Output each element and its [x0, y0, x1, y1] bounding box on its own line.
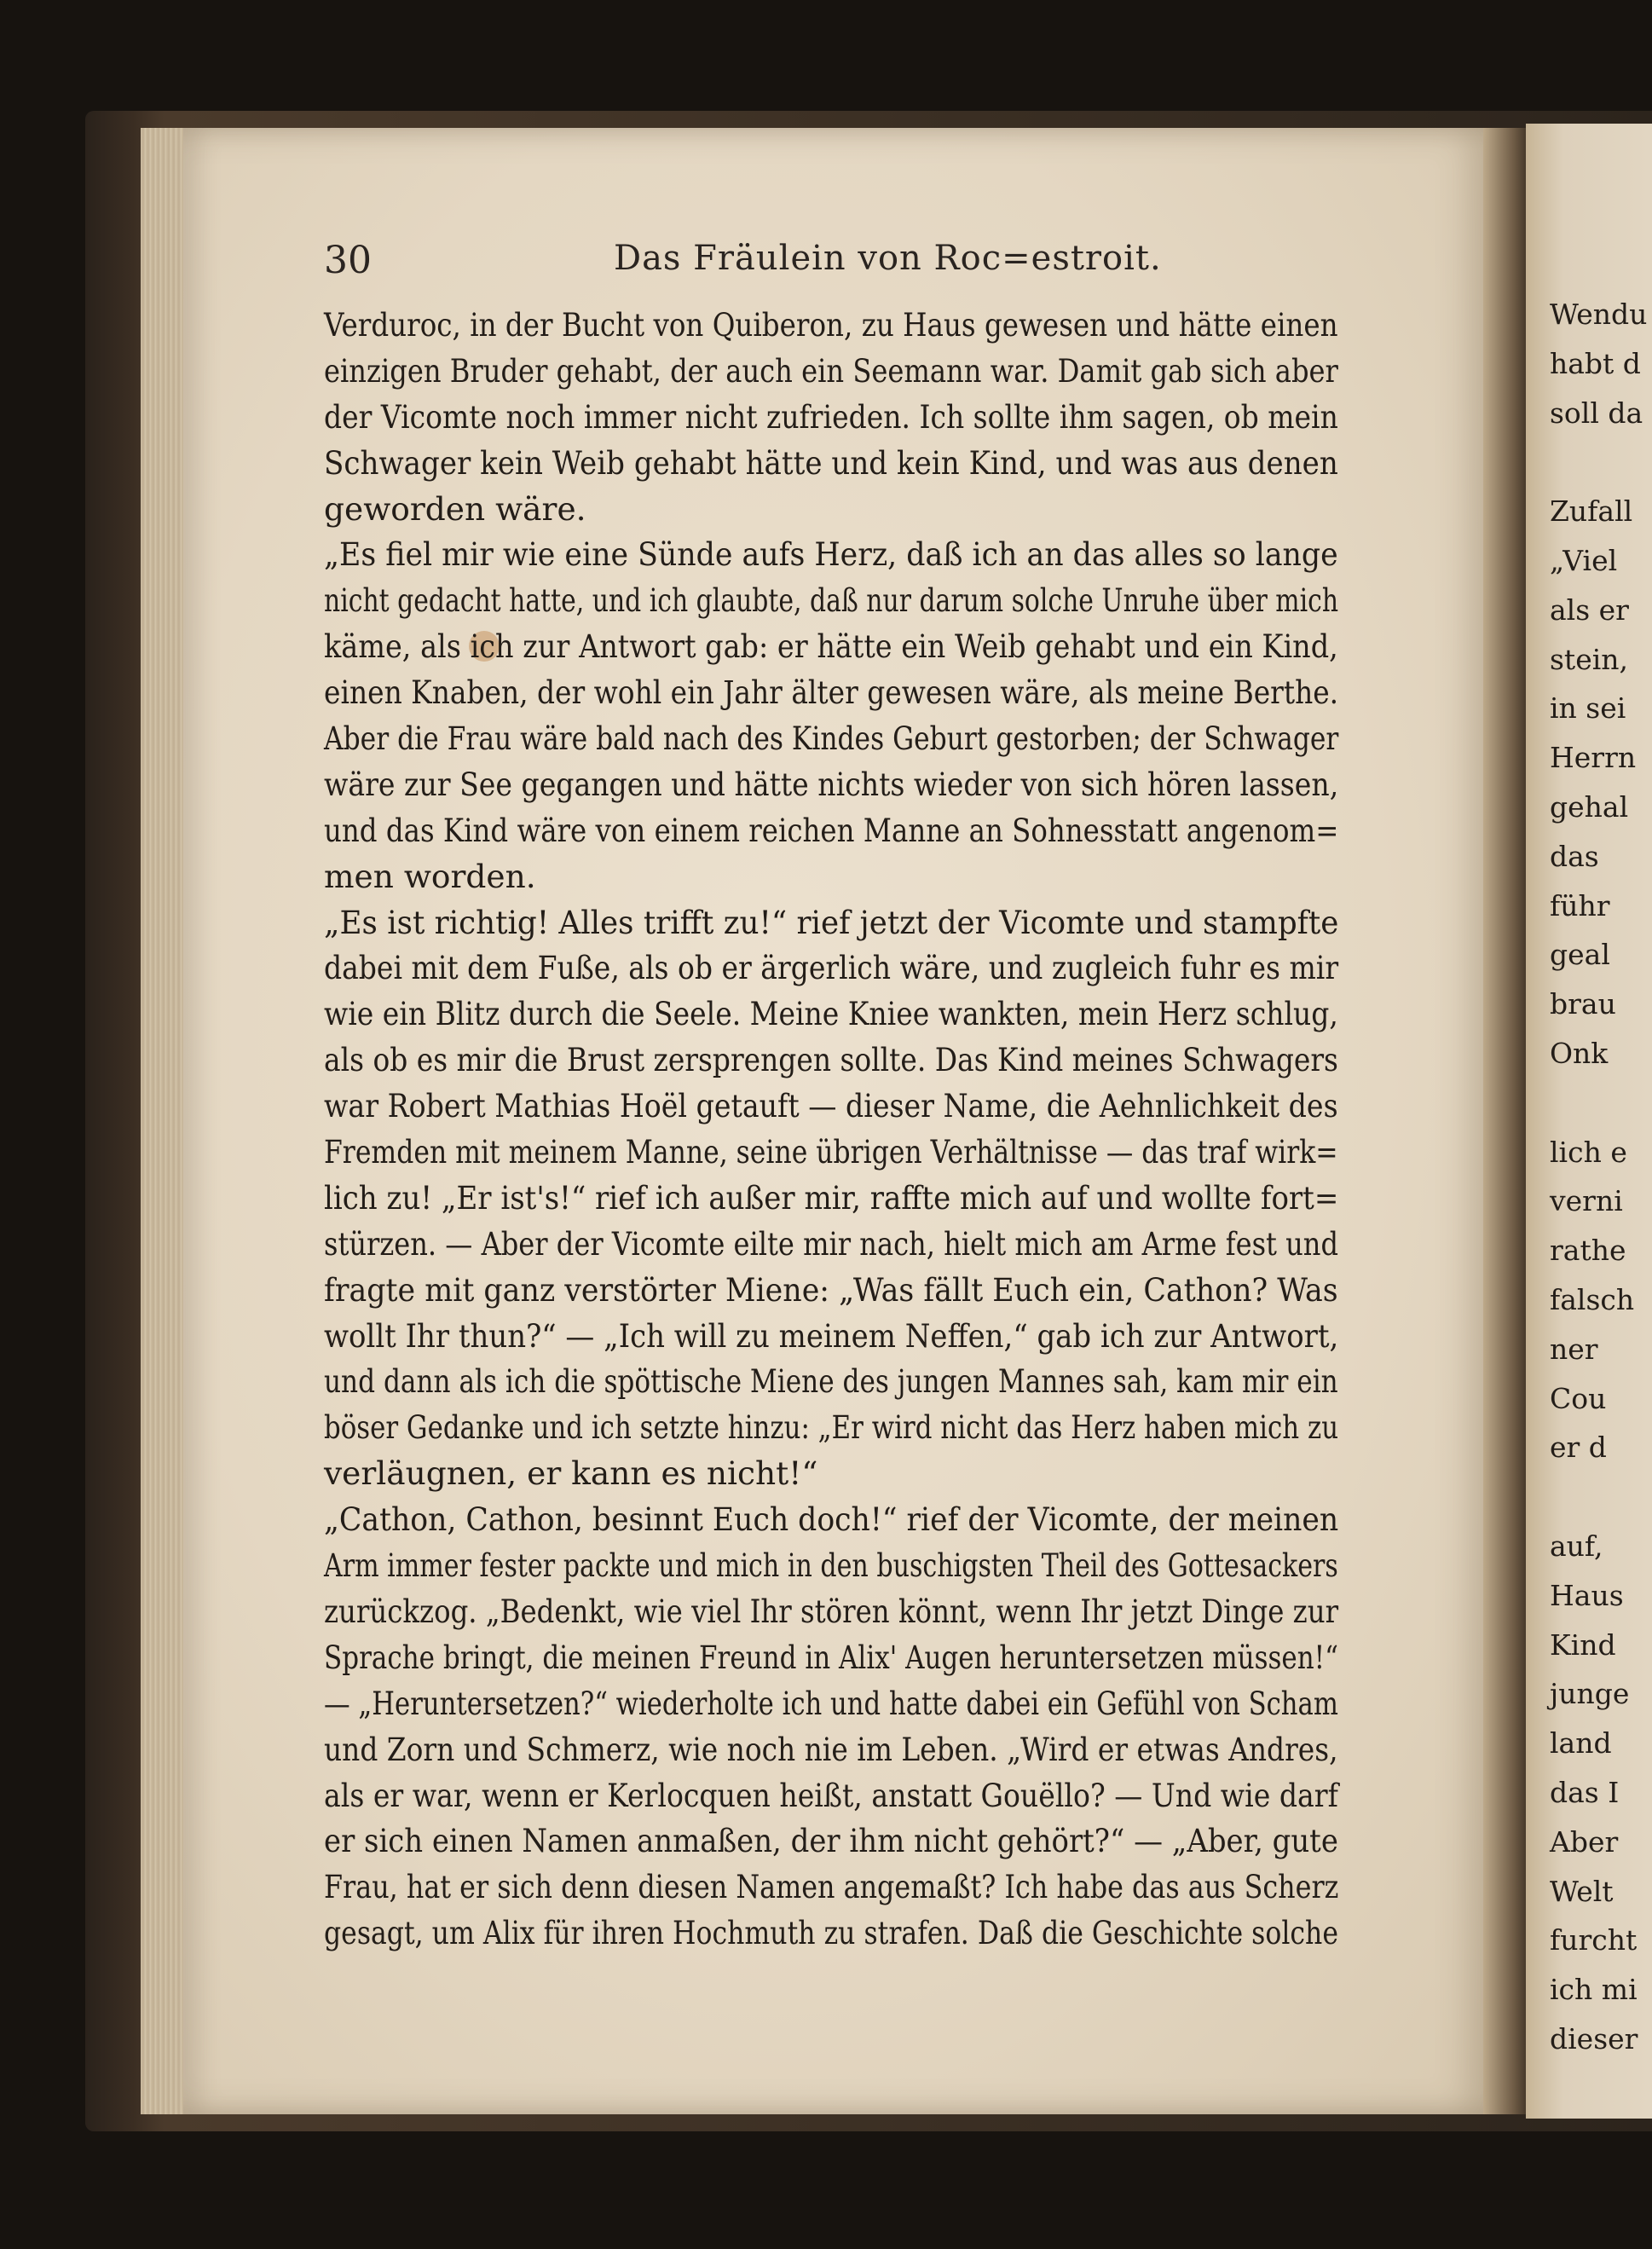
text-line: einzigen Bruder gehabt, der auch ein Seemann war. Damit gab sich aber — [324, 351, 1338, 390]
text-line: fragte mit ganz verstörter Miene: „Was fällt Euch ein, Cathon? Was — [324, 1270, 1338, 1309]
text-line: „Es ist richtig! Alles trifft zu!“ rief jetzt der Vicomte und stampfte — [324, 903, 1339, 941]
text-line-fragment: „Viel — [1550, 543, 1618, 577]
right-page-text — [1550, 290, 1652, 2064]
text-line-fragment: Cou — [1550, 1381, 1607, 1415]
text-line-fragment: geal — [1550, 938, 1610, 972]
text-line: verläugnen, er kann es nicht!“ — [324, 1454, 818, 1493]
text-line-fragment: junge — [1550, 1677, 1630, 1711]
text-line: Verduroc, in der Bucht von Quiberon, zu Haus gewesen und hätte einen — [324, 306, 1338, 344]
text-line-fragment: Aber — [1550, 1824, 1619, 1859]
text-line: böser Gedanke und ich setzte hinzu: „Er wird nicht das Herz haben mich zu — [324, 1408, 1339, 1447]
text-line: als ob es mir die Brust zersprengen sollte. Das Kind meines Schwagers — [324, 1041, 1338, 1079]
text-line-fragment: rathe — [1550, 1234, 1626, 1268]
text-line: „Cathon, Cathon, besinnt Euch doch!“ rief der Vicomte, der meinen — [324, 1500, 1339, 1539]
text-line-fragment: soll da — [1550, 396, 1643, 430]
text-line: als er war, wenn er Kerlocquen heißt, anstatt Gouëllo? — Und wie darf — [324, 1776, 1338, 1814]
text-line: und dann als ich die spöttische Miene des jungen Mannes sah, kam mir ein — [324, 1362, 1338, 1401]
text-line-fragment: das — [1550, 839, 1599, 873]
text-line-fragment: ich mi — [1550, 1973, 1638, 2007]
text-line-fragment: falsch — [1550, 1282, 1635, 1316]
text-line: Aber die Frau wäre bald nach des Kindes Geburt gestorben; der Schwager — [324, 720, 1339, 758]
text-line: Sprache bringt, die meinen Freund in Alix' Augen heruntersetzen müssen!“ — [324, 1638, 1338, 1676]
text-line-fragment: ner — [1550, 1332, 1598, 1366]
text-line-fragment: Kind — [1550, 1627, 1616, 1662]
text-line-fragment: habt d — [1550, 346, 1641, 380]
text-line: wäre zur See gegangen und hätte nichts wieder von sich hören lassen, — [324, 765, 1339, 803]
text-line: war Robert Mathias Hoël getauft — dieser Name, die Aehnlichkeit des — [324, 1087, 1338, 1125]
text-line: zurückzog. „Bedenkt, wie viel Ihr stören könnt, wenn Ihr jetzt Dinge zur — [324, 1592, 1339, 1630]
text-line: und das Kind wäre von einem reichen Manne an Sohnesstatt angenom= — [324, 811, 1339, 849]
text-line-fragment: furcht — [1550, 1923, 1638, 1957]
text-line: einen Knaben, der wohl ein Jahr älter gewesen wäre, als meine Berthe. — [324, 674, 1339, 712]
text-line: wie ein Blitz durch die Seele. Meine Kniee wankten, mein Herz schlug, — [324, 995, 1338, 1033]
text-line-fragment: Zufall — [1550, 494, 1633, 529]
text-line-fragment: verni — [1550, 1184, 1623, 1218]
text-line-fragment: er d — [1550, 1431, 1607, 1465]
text-line-fragment — [1550, 1472, 1652, 1522]
text-line: stürzen. — Aber der Vicomte eilte mir nach, hielt mich am Arme fest und — [324, 1224, 1338, 1263]
text-line-fragment: Haus — [1550, 1578, 1624, 1612]
text-line-fragment — [1550, 437, 1652, 487]
text-line-fragment: führ — [1550, 888, 1610, 922]
text-line-fragment: in sei — [1550, 691, 1626, 726]
text-line-fragment: Welt — [1550, 1874, 1614, 1908]
text-line: käme, als ich zur Antwort gab: er hätte ein Weib gehabt und ein Kind, — [324, 627, 1338, 666]
text-line-fragment — [1550, 1078, 1652, 1128]
text-line: Arm immer fester packte und mich in den buschigsten Theil des Gottesackers — [324, 1547, 1338, 1585]
text-line: geworden wäre. — [324, 489, 586, 528]
text-line-fragment: stein, — [1550, 642, 1629, 676]
left-page-text — [324, 303, 1338, 1957]
text-line-fragment: dieser — [1550, 2021, 1638, 2055]
text-line-fragment: lich e — [1550, 1135, 1627, 1169]
text-line: lich zu! „Er ist's!“ rief ich außer mir, raffte mich auf und wollte fort= — [324, 1178, 1339, 1217]
text-line: Schwager kein Weib gehabt hätte und kein Kind, und was aus denen — [324, 443, 1338, 482]
text-line-fragment: Wendu — [1550, 298, 1648, 331]
text-line: — „Heruntersetzen?“ wiederholte ich und hatte dabei ein Gefühl von Scham — [324, 1684, 1338, 1722]
text-line: Frau, hat er sich denn diesen Namen angemaßt? Ich habe das aus Scherz — [324, 1868, 1339, 1906]
text-line: men worden. — [324, 857, 536, 895]
text-line-fragment: gehal — [1550, 789, 1629, 824]
text-line: „Es fiel mir wie eine Sünde aufs Herz, daß ich an das alles so lange — [324, 535, 1338, 574]
text-line-fragment: brau — [1550, 987, 1616, 1021]
page-number: 30 — [324, 239, 372, 282]
text-line-fragment: Herrn — [1550, 741, 1637, 775]
right-page — [1526, 124, 1652, 2119]
text-line: nicht gedacht hatte, und ich glaubte, daß nur darum solche Unruhe über mich — [324, 581, 1339, 620]
text-line: wollt Ihr thun?“ — „Ich will zu meinem Neffen,“ gab ich zur Antwort, — [324, 1316, 1339, 1355]
text-line-fragment: auf, — [1550, 1529, 1603, 1563]
text-line: dabei mit dem Fuße, als ob er ärgerlich wäre, und zugleich fuhr es mir — [324, 949, 1339, 987]
text-line: Fremden mit meinem Manne, seine übrigen Verhältnisse — das traf wirk= — [324, 1133, 1338, 1171]
text-line: er sich einen Namen anmaßen, der ihm nicht gehört?“ — „Aber, gute — [324, 1822, 1338, 1860]
text-line-fragment: Onk — [1550, 1036, 1609, 1070]
text-line-fragment: als er — [1550, 593, 1629, 627]
text-line-fragment: land — [1550, 1726, 1612, 1760]
running-title: Das Fräulein von Roc=estroit. — [614, 239, 1162, 278]
text-line: und Zorn und Schmerz, wie noch nie im Leben. „Wird er etwas Andres, — [324, 1730, 1338, 1768]
text-line: der Vicomte noch immer nicht zufrieden. Ich sollte ihm sagen, ob mein — [324, 397, 1338, 436]
text-line-fragment: das I — [1550, 1775, 1620, 1809]
page-header — [324, 230, 1355, 290]
text-line: gesagt, um Alix für ihren Hochmuth zu strafen. Daß die Geschichte solche — [324, 1914, 1339, 1952]
